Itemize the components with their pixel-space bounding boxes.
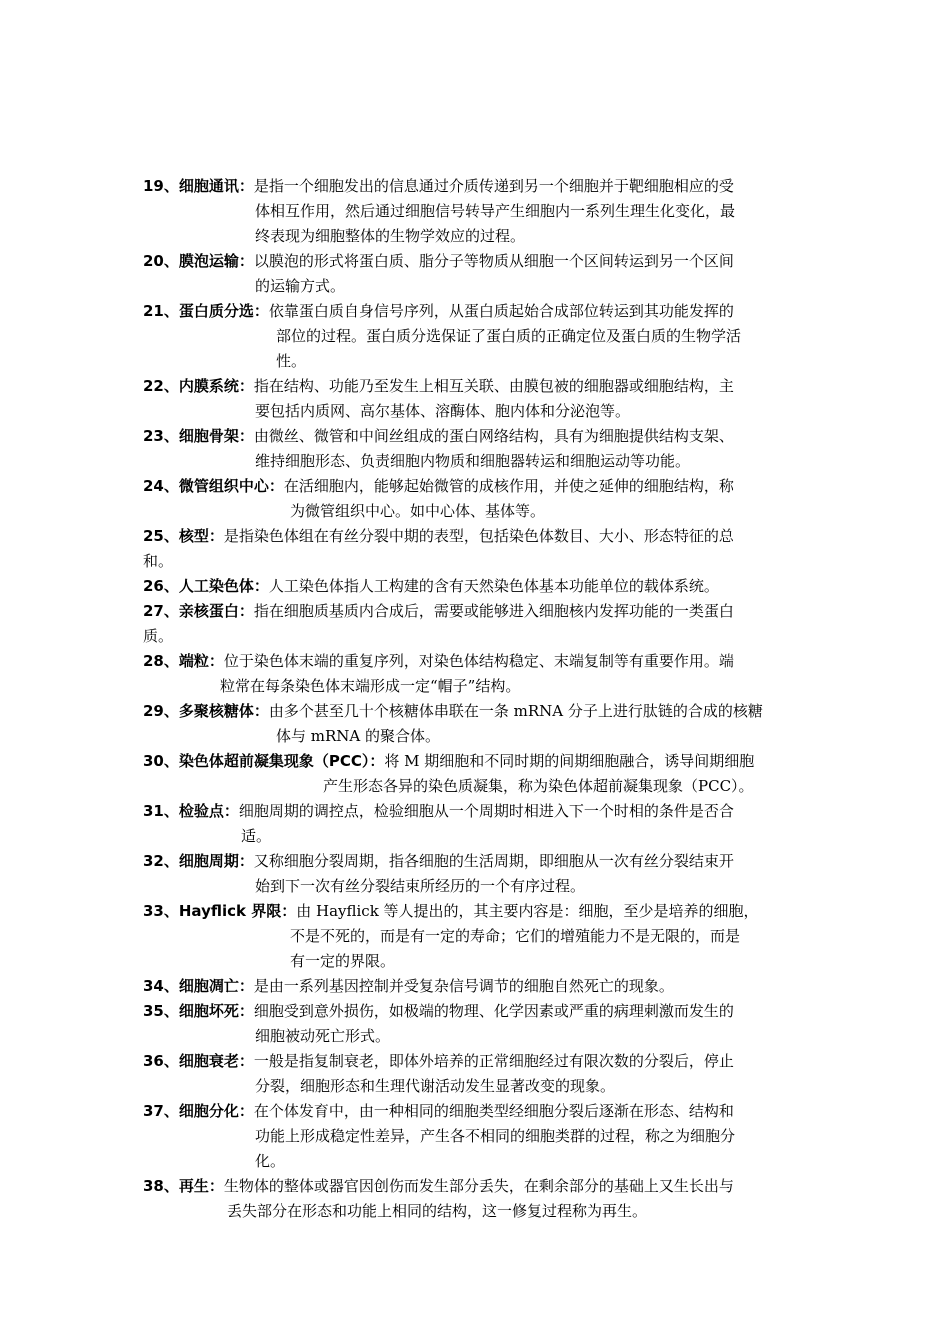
entry-term: 36、: [143, 1052, 179, 1070]
glossary-entry: [143, 849, 813, 899]
entry-definition: 指在细胞质基质内合成后，需要或能够进入细胞核内发挥功能的一类蛋白: [253, 602, 734, 620]
entry-first-line: [143, 849, 813, 874]
entry-term-name: 染色体超前凝集现象（PCC）：: [178, 752, 385, 770]
entry-term-name: 微管组织中心：: [178, 477, 284, 495]
entry-first-line: [143, 699, 813, 724]
entry-definition: 在活细胞内，能够起始微管的成核作用，并使之延伸的细胞结构，称: [283, 477, 734, 495]
entry-definition: 又称细胞分裂周期，指各细胞的生活周期，即细胞从一次有丝分裂结束开: [253, 852, 734, 870]
glossary-entry: [143, 999, 813, 1049]
glossary-entry: [143, 649, 813, 699]
entry-term-name: 检验点：: [178, 802, 239, 820]
entry-term-name: 细胞通讯：: [178, 177, 254, 195]
entry-continuation-line: 性。: [276, 352, 307, 370]
entry-definition: 是指一个细胞发出的信息通过介质传递到另一个细胞并于靶细胞相应的受: [253, 177, 734, 195]
entry-term: 37、: [143, 1102, 179, 1120]
glossary-entry: [143, 174, 813, 249]
entry-definition: 一般是指复制衰老，即体外培养的正常细胞经过有限次数的分裂后，停止: [253, 1052, 734, 1070]
entry-term: 25、: [143, 527, 179, 545]
entry-term: 30、: [143, 752, 179, 770]
entry-term-name: 膜泡运输：: [178, 252, 254, 270]
entry-term-name: 亲核蛋白：: [178, 602, 254, 620]
entry-continuation-line: 分裂，细胞形态和生理代谢活动发生显著改变的现象。: [255, 1077, 616, 1095]
entry-continuation-line: 部位的过程。蛋白质分选保证了蛋白质的正确定位及蛋白质的生物学活: [276, 327, 742, 345]
entry-term-name: 蛋白质分选：: [178, 302, 269, 320]
entry-definition: 由微丝、微管和中间丝组成的蛋白网络结构，具有为细胞提供结构支架、: [253, 427, 734, 445]
entry-term-name: 人工染色体：: [178, 577, 269, 595]
entry-term: 19、: [143, 177, 179, 195]
entry-continuation-line: 的运输方式。: [255, 277, 346, 295]
entry-continuation-line: 要包括内质网、高尔基体、溶酶体、胞内体和分泌泡等。: [255, 402, 631, 420]
entry-term: 23、: [143, 427, 179, 445]
glossary-entry: [143, 424, 813, 474]
glossary-entry: [143, 799, 813, 849]
entry-definition: 由多个甚至几十个核糖体串联在一条 mRNA 分子上进行肽链的合成的核糖: [268, 702, 763, 720]
entry-term-name: 细胞分化：: [178, 1102, 254, 1120]
glossary-entry: [143, 1049, 813, 1099]
entry-continuation-line: 适。: [241, 827, 272, 845]
entry-continuation-line: 质。: [143, 627, 174, 645]
entry-definition: 指在结构、功能乃至发生上相互关联、由膜包被的细胞器或细胞结构，主: [253, 377, 734, 395]
entry-term: 22、: [143, 377, 179, 395]
entry-definition: 是由一系列基因控制并受复杂信号调节的细胞自然死亡的现象。: [253, 977, 674, 995]
entry-definition: 是指染色体组在有丝分裂中期的表型，包括染色体数目、大小、形态特征的总: [223, 527, 734, 545]
entry-definition: 将 M 期细胞和不同时期的间期细胞融合，诱导间期细胞: [384, 752, 755, 770]
entry-term: 32、: [143, 852, 179, 870]
entry-continuation-line: 维持细胞形态、负责细胞内物质和细胞器转运和细胞运动等功能。: [255, 452, 691, 470]
entry-first-line: [143, 974, 813, 999]
entry-term: 35、: [143, 1002, 179, 1020]
entry-first-line: [143, 649, 813, 674]
entry-definition: 由 Hayflick 等人提出的，其主要内容是：细胞，至少是培养的细胞，: [296, 902, 759, 920]
glossary-entry: [143, 974, 813, 999]
entry-first-line: [143, 174, 813, 199]
entry-first-line: [143, 249, 813, 274]
entry-definition: 人工染色体指人工构建的含有天然染色体基本功能单位的载体系统。: [268, 577, 719, 595]
entry-term: 27、: [143, 602, 179, 620]
entry-first-line: [143, 999, 813, 1024]
entry-term-name: 再生：: [178, 1177, 224, 1195]
entry-term-name: 多聚核糖体：: [178, 702, 269, 720]
entry-term-name: 细胞骨架：: [178, 427, 254, 445]
glossary-entry: [143, 574, 813, 599]
entry-term-name: 细胞周期：: [178, 852, 254, 870]
entry-term: 24、: [143, 477, 179, 495]
entry-term: 26、: [143, 577, 179, 595]
entry-term-name: 细胞坏死：: [178, 1002, 254, 1020]
entry-first-line: [143, 574, 813, 599]
glossary-entry: [143, 299, 813, 374]
entry-continuation-line: 终表现为细胞整体的生物学效应的过程。: [255, 227, 526, 245]
entry-continuation-line: 丢失部分在形态和功能上相同的结构，这一修复过程称为再生。: [227, 1202, 648, 1220]
entry-continuation-line: 功能上形成稳定性差异，产生各不相同的细胞类群的过程，称之为细胞分: [255, 1127, 736, 1145]
glossary-entry: [143, 599, 813, 649]
entry-continuation-line: 始到下一次有丝分裂结束所经历的一个有序过程。: [255, 877, 586, 895]
entry-term: 28、: [143, 652, 179, 670]
entry-term-name: 细胞衰老：: [178, 1052, 254, 1070]
entry-first-line: [143, 599, 813, 624]
entry-term: 20、: [143, 252, 179, 270]
entry-term: 29、: [143, 702, 179, 720]
entry-first-line: [143, 299, 813, 324]
entry-term: 38、: [143, 1177, 179, 1195]
glossary-entry: [143, 1099, 813, 1174]
entry-first-line: [143, 749, 813, 774]
entry-first-line: [143, 374, 813, 399]
entry-continuation-line: 粒常在每条染色体末端形成一定“帽子”结构。: [220, 677, 521, 695]
entry-continuation-line: 有一定的界限。: [290, 952, 396, 970]
glossary-entry: [143, 699, 813, 749]
entry-term: 33、: [143, 902, 179, 920]
entry-first-line: [143, 899, 813, 924]
entry-continuation-line: 不是不死的，而是有一定的寿命；它们的增殖能力不是无限的，而是: [290, 927, 741, 945]
entry-definition: 细胞受到意外损伤，如极端的物理、化学因素或严重的病理刺激而发生的: [253, 1002, 734, 1020]
glossary-entry: [143, 524, 813, 574]
glossary-entry: [143, 374, 813, 424]
glossary-entry: [143, 1174, 813, 1224]
entry-continuation-line: 为微管组织中心。如中心体、基体等。: [290, 502, 546, 520]
entry-term-name: 内膜系统：: [178, 377, 254, 395]
entry-continuation-line: 体与 mRNA 的聚合体。: [276, 727, 441, 745]
entry-continuation-line: 和。: [143, 552, 174, 570]
entry-first-line: [143, 1049, 813, 1074]
entry-continuation-line: 化。: [255, 1152, 286, 1170]
entry-continuation-line: 体相互作用，然后通过细胞信号转导产生细胞内一系列生理生化变化，最: [255, 202, 736, 220]
entry-first-line: [143, 474, 813, 499]
glossary-entry: [143, 749, 813, 799]
entry-first-line: [143, 1099, 813, 1124]
glossary-entry: [143, 249, 813, 299]
entry-term-name: 核型：: [178, 527, 224, 545]
glossary-entry: [143, 474, 813, 524]
entry-first-line: [143, 799, 813, 824]
entry-continuation-line: 产生形态各异的染色质凝集，称为染色体超前凝集现象（PCC）。: [323, 777, 754, 795]
glossary-list: [143, 174, 813, 1224]
entry-term-name: Hayflick 界限：: [178, 902, 297, 920]
entry-term-name: 端粒：: [178, 652, 224, 670]
entry-definition: 依靠蛋白质自身信号序列，从蛋白质起始合成部位转运到其功能发挥的: [268, 302, 734, 320]
entry-term: 21、: [143, 302, 179, 320]
entry-term: 31、: [143, 802, 179, 820]
entry-term-name: 细胞凋亡：: [178, 977, 254, 995]
entry-definition: 细胞周期的调控点，检验细胞从一个周期时相进入下一个时相的条件是否合: [238, 802, 734, 820]
entry-definition: 以膜泡的形式将蛋白质、脂分子等物质从细胞一个区间转运到另一个区间: [253, 252, 734, 270]
entry-term: 34、: [143, 977, 179, 995]
glossary-entry: [143, 899, 813, 974]
entry-definition: 位于染色体末端的重复序列，对染色体结构稳定、末端复制等有重要作用。端: [223, 652, 734, 670]
entry-first-line: [143, 1174, 813, 1199]
entry-definition: 在个体发育中，由一种相同的细胞类型经细胞分裂后逐渐在形态、结构和: [253, 1102, 734, 1120]
entry-continuation-line: 细胞被动死亡形式。: [255, 1027, 391, 1045]
entry-definition: 生物体的整体或器官因创伤而发生部分丢失，在剩余部分的基础上又生长出与: [223, 1177, 734, 1195]
entry-first-line: [143, 524, 813, 549]
entry-first-line: [143, 424, 813, 449]
